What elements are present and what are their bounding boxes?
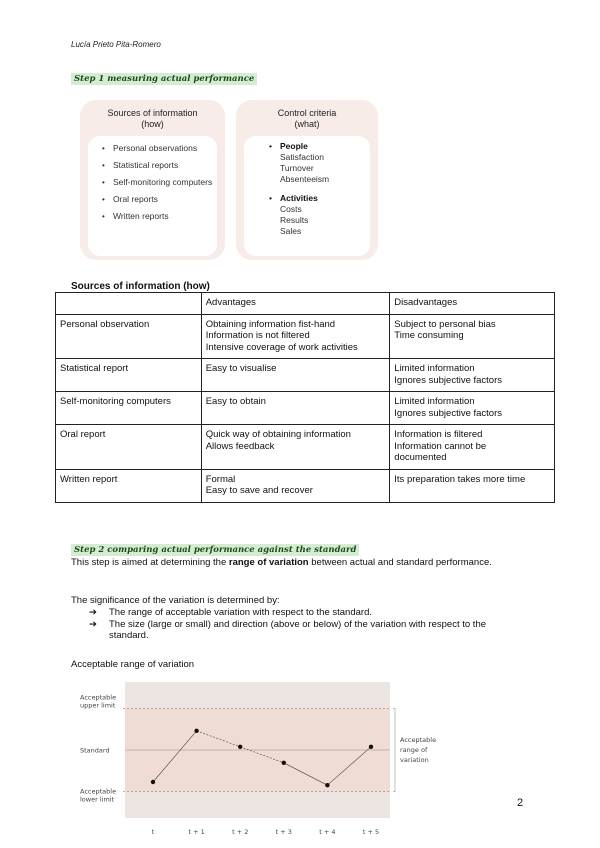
advantages-line: Obtaining information fist-hand <box>205 318 336 330</box>
advantages-cell <box>201 314 390 359</box>
table-header-cell: Disadvantages <box>390 293 555 315</box>
criteria-group <box>269 141 365 185</box>
upper-limit-label: upper limit <box>80 701 116 710</box>
page-number: 2 <box>517 797 524 809</box>
criteria-item: Satisfaction <box>280 152 324 162</box>
criteria-item: Sales <box>280 226 302 236</box>
criteria-card-title: Control criteria (what) <box>277 108 337 129</box>
criteria-item: Costs <box>280 204 302 214</box>
criteria-list <box>269 141 365 245</box>
source-cell: Statistical report <box>56 359 202 392</box>
source-cell: Written report <box>56 469 202 502</box>
table-row <box>56 314 555 359</box>
step1-heading: Step 1 measuring actual performance <box>71 73 257 85</box>
source-item: • Oral reports <box>102 194 214 205</box>
data-point <box>194 729 198 733</box>
range-label: Acceptable <box>400 736 437 744</box>
table-row <box>56 425 555 470</box>
data-point <box>369 745 373 749</box>
x-tick-label: t <box>151 828 155 836</box>
disadvantages-line: Information is filtered <box>394 429 483 440</box>
table-row <box>56 469 555 502</box>
table-header-cell: Advantages <box>201 293 390 315</box>
bullet-text: The size (large or small) and direction (above or below) of the variation with respect to the standard. <box>109 618 487 641</box>
advantages-cell <box>201 359 390 392</box>
lower-limit-label: Acceptable <box>80 787 117 796</box>
disadvantages-cell <box>390 314 555 359</box>
disadvantages-line: Information cannot be <box>394 440 487 452</box>
significance-bullet <box>89 607 519 619</box>
arrow-icon: ➔ <box>89 618 97 630</box>
source-cell: Oral report <box>56 425 202 470</box>
x-tick-label: t + 4 <box>319 828 336 836</box>
table-title: Sources of information (how) <box>71 281 210 292</box>
step2-intro: This step is aimed at determining the range of variation between actual and standard performance. <box>71 557 492 568</box>
x-tick-label: t + 3 <box>275 828 292 836</box>
sources-card <box>80 100 225 260</box>
sources-card-title: Sources of information (how) <box>107 108 198 129</box>
criteria-group-name: • Activities <box>280 193 365 204</box>
criteria-item: Turnover <box>280 163 314 173</box>
disadvantages-line: Its preparation takes more time <box>394 473 526 485</box>
arrow-icon: ➔ <box>89 607 97 618</box>
advantages-line: Formal <box>205 473 236 485</box>
range-bracket <box>393 708 395 791</box>
table-header-row <box>56 293 555 315</box>
author-name: Lucía Prieto Pita-Romero <box>71 40 161 49</box>
table-row <box>56 392 555 425</box>
advantages-cell <box>201 469 390 502</box>
source-cell: Personal observation <box>56 314 202 359</box>
source-item: • Statistical reports <box>102 160 214 171</box>
advantages-line: Allows feedback <box>205 440 275 452</box>
x-tick-label: t + 2 <box>232 828 249 836</box>
lower-limit-label: lower limit <box>80 795 115 804</box>
disadvantages-cell <box>390 469 555 502</box>
data-point <box>238 745 242 749</box>
disadvantages-line: Subject to personal bias <box>394 318 496 330</box>
disadvantages-line: Time consuming <box>394 330 464 341</box>
source-item: • Personal observations <box>102 143 214 154</box>
advantages-line: Intensive coverage of work activities <box>205 341 358 353</box>
x-tick-label: t + 5 <box>362 828 380 836</box>
range-label: variation <box>400 756 429 764</box>
advantages-line: Easy to save and recover <box>205 485 313 496</box>
advantages-cell <box>201 425 390 470</box>
criteria-group-name: • People <box>280 141 365 152</box>
significance-bullet <box>89 619 519 642</box>
step2-heading: Step 2 comparing actual performance against the standard <box>71 544 359 556</box>
source-item: • Self-monitoring computers <box>102 177 214 188</box>
criteria-item: Results <box>280 215 309 225</box>
standard-label: Standard <box>80 746 110 755</box>
table-header-cell <box>56 293 202 315</box>
disadvantages-cell <box>390 425 555 470</box>
criteria-card <box>236 100 378 260</box>
bullet-text: The range of acceptable variation with respect to the standard. <box>109 607 372 618</box>
advantages-line: Easy to visualise <box>205 363 277 374</box>
table-row <box>56 359 555 392</box>
disadvantages-line: Limited information <box>394 363 475 374</box>
data-point <box>151 780 155 784</box>
x-tick-label: t + 1 <box>188 828 205 836</box>
upper-limit-label: Acceptable <box>80 693 117 702</box>
disadvantages-cell <box>390 392 555 425</box>
advantages-line: Easy to obtain <box>205 396 266 407</box>
disadvantages-line: documented <box>394 452 447 463</box>
chart-caption: Acceptable range of variation <box>71 659 195 670</box>
source-item: • Written reports <box>102 211 214 222</box>
criteria-item: Absenteeism <box>280 174 330 184</box>
disadvantages-line: Limited information <box>394 396 475 407</box>
criteria-group <box>269 193 365 237</box>
sources-table <box>55 292 555 503</box>
source-cell: Self-monitoring computers <box>56 392 202 425</box>
disadvantages-line: Ignores subjective factors <box>394 407 503 419</box>
disadvantages-line: Ignores subjective factors <box>394 374 503 386</box>
range-of-variation-term: range of variation <box>228 557 309 568</box>
range-label: range of <box>400 746 428 754</box>
disadvantages-cell <box>390 359 555 392</box>
advantages-line: Quick way of obtaining information <box>205 429 351 440</box>
advantages-line: Information is not filtered <box>205 330 310 341</box>
data-point <box>282 761 286 765</box>
significance-bullets <box>89 607 519 642</box>
significance-text: The significance of the variation is determined by: <box>71 595 280 606</box>
variation-chart <box>70 678 470 842</box>
data-point <box>325 783 329 787</box>
sources-list <box>102 143 214 228</box>
advantages-cell <box>201 392 390 425</box>
